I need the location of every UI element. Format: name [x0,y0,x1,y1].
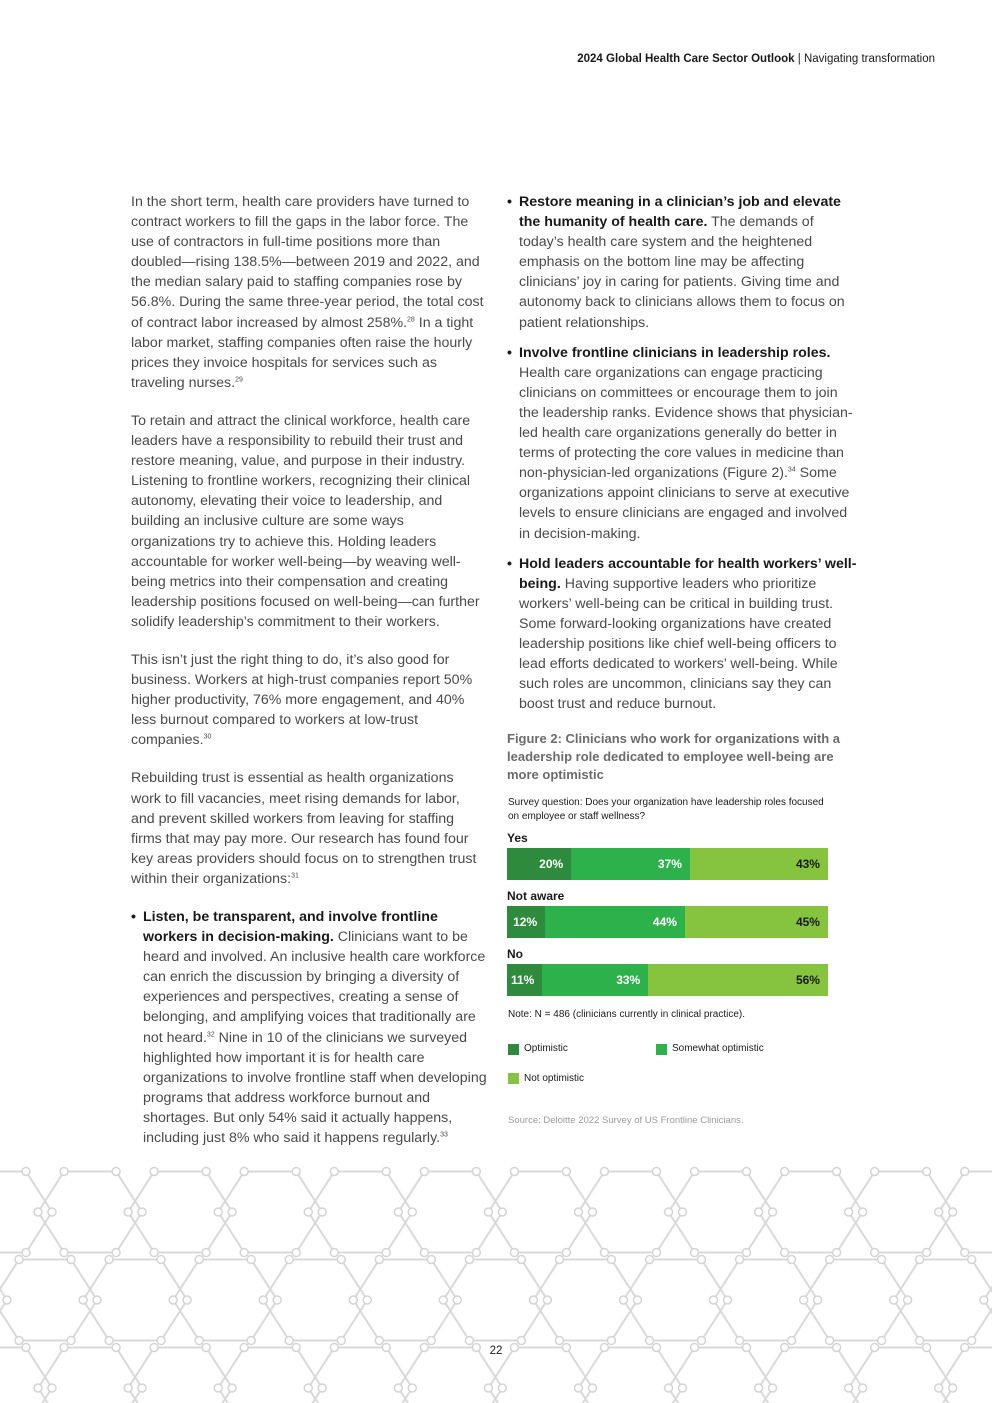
hexagon-node [484,1384,492,1392]
hexagon-node [916,1255,924,1263]
hexagon-node [79,1296,87,1304]
survey-question: Survey question: Does your organization have leadership roles focused on employee or staff wellness? [508,797,824,822]
hexagon-node [826,1255,834,1263]
footnote-ref: 33 [440,1131,448,1139]
hexagon-node [214,1208,222,1216]
hexagon-node [600,1167,608,1175]
hexagon-node [408,1208,416,1216]
hexagon-node [691,1249,699,1257]
hexagon-node [228,1208,236,1216]
hexagon-node [678,1384,686,1392]
paragraph-contract-workers: In the short term, health care providers have turned to contract workers to fill the gaps in the labor force. The use of contractors in full-time positions more than doubled—rising 138.5%—between 2019 and 2022, and the median salary paid to staffing companies rose by 56.8%. During the same three-year period, the total cost of contract labor increased by almost 258%.$^{28}$ In a tight labor market, staffing companies often raise the hourly prices they invoice hospitals for services such as traveling nurses.$^{29}$ [131,194,484,391]
hexagon-node [697,1255,705,1263]
legend-label: Somewhat optimistic [672,1043,764,1055]
bar-value-label: 11% [510,973,535,988]
hexagon-node [562,1167,570,1175]
hexagon-node [202,1249,210,1257]
legend-item [508,1039,656,1059]
hexagon-node [961,1167,969,1175]
hexagon-node [337,1255,345,1263]
hexagon-node [498,1208,506,1216]
hexagon-node [124,1208,132,1216]
hexagon-pattern-decoration [0,1160,992,1403]
hexagon-node [755,1384,763,1392]
chart-note: Note: N = 486 (clinicians currently in clinical practice). [508,1009,746,1021]
bar-segment [648,964,828,996]
hexagon-node [363,1296,371,1304]
bar-segment [507,848,571,880]
hexagon-node [427,1337,435,1345]
hexagon-node [304,1384,312,1392]
bar-value-label: 33% [616,973,641,988]
hexagon-node [904,1296,912,1304]
hexagon-node [574,1208,582,1216]
bar-group [507,889,859,938]
hexagon-node [337,1337,345,1345]
hexagon-node [214,1384,222,1392]
hexagon-node [124,1384,132,1392]
hexagon-node [517,1255,525,1263]
hexagon-node [562,1249,570,1257]
running-header [577,53,935,65]
hexagon-node [529,1296,537,1304]
hexagon-node [814,1296,822,1304]
hexagon-shape [939,1171,992,1252]
hexagon-node [923,1167,931,1175]
hexagon-node [723,1296,731,1304]
hexagon-node [574,1384,582,1392]
stacked-bar [507,906,828,938]
bullet-involve-leadership: • Involve frontline clinicians in leadership roles. Health care organizations can engage practicing clinicians on committees or encourage them to join the leadership ranks. Evidence shows that physician-led health care organizations generally do better in terms of protecting the core values in medicine than non-physician-led organizations (Figure 2).$^{34}$ Some organizations appoint clinicians to serve at executive levels to ensure clinicians are engaged and involved in decision-making. [507,343,859,544]
hexagon-node [968,1255,976,1263]
hexagon-node [935,1208,943,1216]
hexagon-node [382,1249,390,1257]
hexagon-node [34,1384,42,1392]
bar-value-label: 37% [657,857,682,872]
hexagon-node [22,1167,30,1175]
hexagon-node [105,1255,113,1263]
hexagon-node [150,1167,158,1175]
hexagon-node [588,1384,596,1392]
hexagon-node [22,1249,30,1257]
hexagon-node [788,1337,796,1345]
hexagon-node [859,1384,867,1392]
footnote-ref: 32 [206,1030,215,1038]
hexagon-node [48,1208,56,1216]
right-column [507,192,859,1131]
hexagon-node [439,1296,447,1304]
hexagon-node [157,1255,165,1263]
legend-swatch [656,1044,667,1055]
hexagon-node [138,1384,146,1392]
footnote-ref: 30 [203,733,212,741]
chart-legend [508,1039,859,1088]
hexagon-node [292,1249,300,1257]
hexagon-node [645,1337,653,1345]
stacked-bar-chart [507,831,859,996]
stacked-bar [507,964,828,996]
hexagon-node [871,1249,879,1257]
hexagon-node [555,1337,563,1345]
hexagon-node [375,1255,383,1263]
hexagon-node [961,1249,969,1257]
legend-label: Not optimistic [524,1072,585,1084]
footnote-ref: 28 [407,315,415,323]
bar-group [507,831,859,880]
hexagon-node [484,1208,492,1216]
stacked-bar [507,848,828,880]
hexagon-node [743,1249,751,1257]
hexagon-node [607,1255,615,1263]
hexagon-node [105,1337,113,1345]
hexagon-node [645,1255,653,1263]
paragraph-business-case: This isn’t just the right thing to do, it’s also good for business. Workers at high-trust companies report 50% higher productivity, 76% more engagement, and 40% less burnout compared to workers at low-trust companies.$^{30}$ [131,651,473,749]
bar-segment [685,906,828,938]
hexagon-node [273,1296,281,1304]
hexagon-node [755,1208,763,1216]
footnote-ref: 34 [787,466,796,474]
hexagon-node [453,1296,461,1304]
legend-swatch [508,1073,519,1084]
hexagon-node [769,1384,777,1392]
hexagon-node [67,1255,75,1263]
hexagon-node [833,1167,841,1175]
hexagon-node [394,1384,402,1392]
hexagon-node [3,1296,11,1304]
bar-segment [690,848,828,880]
hexagon-node [736,1255,744,1263]
bar-value-label: 45% [795,915,820,930]
bullet-hold-leaders-accountable: • Hold leaders accountable for health workers’ well-being. Having supportive leaders who prioritize workers’ well-being can be critical in building trust. Some forward-looking organizations have created leadership positions like chief well-being officers to lead efforts dedicated to workers’ well-being. While such roles are uncommon, clinicians say they can boost trust and reduce burnout. [507,554,859,715]
hexagon-node [330,1167,338,1175]
bar-category-label: Not aware [507,889,565,904]
hexagon-node [318,1384,326,1392]
hexagon-node [420,1167,428,1175]
hexagon-node [878,1337,886,1345]
bar-segment [545,906,685,938]
hexagon-node [247,1255,255,1263]
bullet-listen-transparent: • Listen, be transparent, and involve frontline workers in decision-making. Clinicians want to be heard and involved. An inclusive health care workforce can enrich the discussion by bringing a diversity of experiences and perspectives, creating a sense of belonging, and amplifying voices that traditionally are not heard.$^{32}$ Nine in 10 of the clinicians we surveyed highlighted how important it is for health care organizations to involve frontline staff when developing programs that address workforce burnout and shortages. But only 54% said it actually happens, including just 8% who said it happens regularly.$^{33}$ [131,907,487,1148]
hexagon-node [183,1296,191,1304]
hexagon-node [228,1384,236,1392]
hexagon-node [157,1337,165,1345]
hexagon-node [318,1208,326,1216]
hexagon-node [691,1167,699,1175]
hexagon-node [349,1296,357,1304]
bar-value-label: 56% [795,973,820,988]
bar-segment [542,964,648,996]
hexagon-node [607,1337,615,1345]
legend-item [656,1039,816,1059]
hexagon-node [420,1249,428,1257]
hexagon-shape [0,1171,52,1252]
hexagon-node [743,1167,751,1175]
hexagon-node [800,1296,808,1304]
hexagon-node [394,1208,402,1216]
hexagon-node [678,1208,686,1216]
hexagon-node [195,1255,203,1263]
hexagon-node [240,1167,248,1175]
hexagon-node [935,1384,943,1392]
hexagon-node [112,1249,120,1257]
hexagon-node [949,1384,957,1392]
hexagon-node [619,1296,627,1304]
hexagon-node [665,1384,673,1392]
bar-category-label: Yes [507,831,528,846]
hexagon-node [375,1337,383,1345]
hexagon-node [890,1296,898,1304]
hexagon-node [34,1208,42,1216]
hexagon-node [736,1337,744,1345]
hexagon-node [472,1167,480,1175]
page-number: 22 [489,1345,503,1357]
legend-swatch [508,1044,519,1055]
hexagon-node [195,1337,203,1345]
hexagon-node [845,1384,853,1392]
hexagon-node [980,1296,988,1304]
bar-category-label: No [507,947,523,962]
hexagon-node [555,1255,563,1263]
hexagon-node [826,1337,834,1345]
hexagon-node [112,1167,120,1175]
hexagon-node [292,1167,300,1175]
hexagon-node [15,1337,23,1345]
hexagon-node [543,1296,551,1304]
hexagon-node [472,1249,480,1257]
figure-title: Figure 2: Clinicians who work for organizations with a leadership role dedicated to employee well-being are more optimistic [507,731,840,783]
legend-label: Optimistic [524,1043,568,1055]
header-separator: | [797,53,801,65]
hexagon-node [138,1208,146,1216]
bar-group [507,947,859,996]
paragraph-retain-workforce: To retain and attract the clinical workforce, health care leaders have a responsibility to rebuild their trust and restore meaning, value, and purpose in their industry. Listening to frontline workers, recognizing their clinical autonomy, elevating their voice to leadership, and building an inclusive culture are some ways organizations try to achieve this. Holding leaders accountable for worker well-being—by weaving well-being metrics into their compensation and creating leadership positions focused on well-being—can further solidify leadership’s commitment to their workers. [131,412,480,630]
hexagon-node [304,1208,312,1216]
hexagon-node [923,1249,931,1257]
hexagon-node [859,1208,867,1216]
hexagon-node [788,1255,796,1263]
bar-segment [507,964,542,996]
left-column [131,192,487,1158]
hexagon-node [845,1208,853,1216]
bar-value-label: 20% [539,857,564,872]
footnote-ref: 31 [291,872,299,880]
paragraph-rebuilding-trust: Rebuilding trust is essential as health organizations work to fill vacancies, meet rising demands for labor, and prevent skilled workers from leaving for staffing firms that may pay more. Our research has found four key areas providers should focus on to strengthen trust within their organizations:$^{31}$ [131,770,477,887]
hexagon-node [67,1337,75,1345]
hexagon-node [259,1296,267,1304]
bullet-restore-meaning: • Restore meaning in a clinician’s job and elevate the humanity of health care. The demands of today’s health care system and the heightened emphasis on the bottom line may be affecting clinicians’ joy in caring for patients. Giving time and autonomy back to clinicians allows them to focus on patient relationships. [507,192,859,333]
hexagon-node [949,1208,957,1216]
hexagon-node [652,1167,660,1175]
hexagon-node [510,1249,518,1257]
hexagon-node [15,1255,23,1263]
hexagon-node [510,1167,518,1175]
bar-segment [571,848,690,880]
hexagon-node [330,1249,338,1257]
hexagon-node [240,1249,248,1257]
hexagon-node [878,1255,886,1263]
figure-2 [507,730,859,1130]
hexagon-node [517,1337,525,1345]
hexagon-node [60,1167,68,1175]
hexagon-node [60,1249,68,1257]
hexagon-node [600,1249,608,1257]
hexagon-node [769,1208,777,1216]
hexagon-node [781,1249,789,1257]
header-title: 2024 Global Health Care Sector Outlook [577,53,795,65]
hexagon-node [465,1337,473,1345]
hexagon-node [382,1167,390,1175]
hexagon-node [169,1296,177,1304]
hexagon-node [710,1296,718,1304]
hexagon-node [285,1255,293,1263]
header-subtitle: Navigating transformation [803,53,935,65]
hexagon-node [833,1249,841,1257]
hexagon-node [247,1337,255,1345]
bar-value-label: 43% [795,857,820,872]
hexagon-node [202,1167,210,1175]
hexagon-node [150,1249,158,1257]
bar-segment [507,906,545,938]
hexagon-node [285,1337,293,1345]
hexagon-node [465,1255,473,1263]
hexagon-node [916,1337,924,1345]
hexagon-node [498,1384,506,1392]
hexagon-node [93,1296,101,1304]
hexagon-node [665,1208,673,1216]
footnote-ref: 29 [235,376,243,384]
hexagon-node [427,1255,435,1263]
hexagon-node [408,1384,416,1392]
bar-value-label: 44% [652,915,677,930]
hexagon-node [968,1337,976,1345]
hexagon-node [871,1167,879,1175]
hexagon-node [588,1208,596,1216]
hexagon-node [697,1337,705,1345]
chart-source: Source: Deloitte 2022 Survey of US Frontline Clinicians. [508,1114,744,1126]
hexagon-node [633,1296,641,1304]
legend-item [508,1069,656,1089]
hexagon-node [781,1167,789,1175]
hexagon-node [652,1249,660,1257]
bar-value-label: 12% [513,915,538,930]
hexagon-node [48,1384,56,1392]
